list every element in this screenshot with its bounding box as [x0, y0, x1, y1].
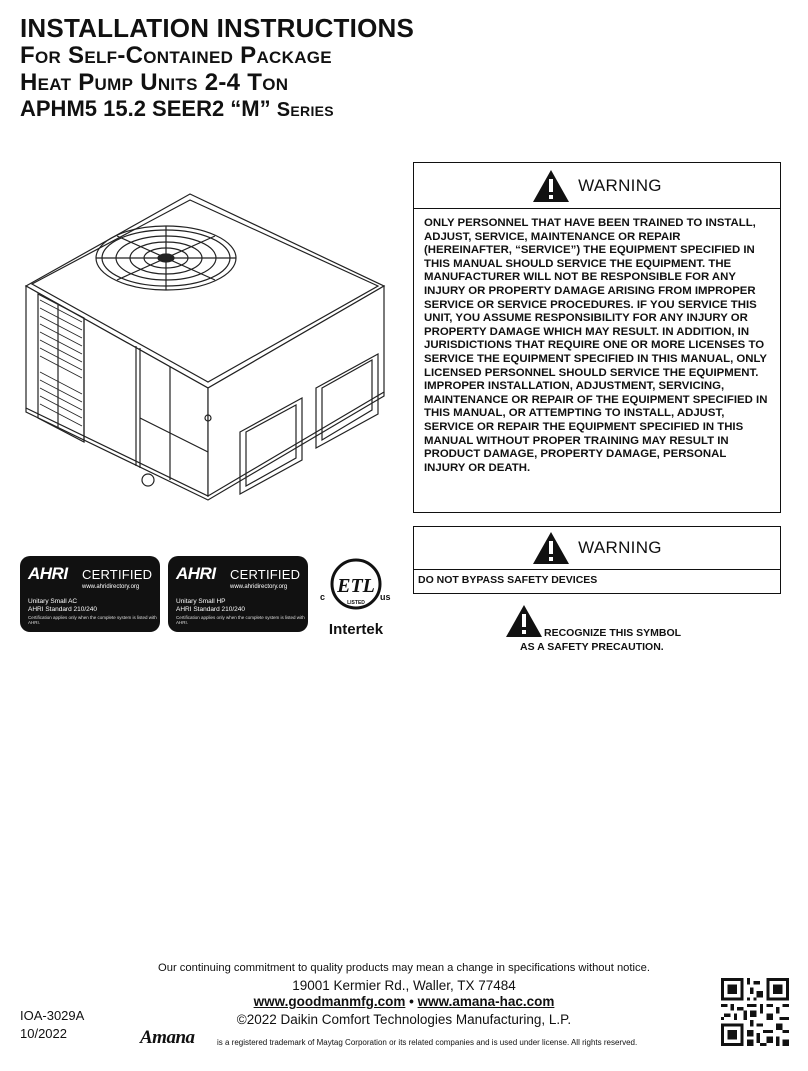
warning-body: ONLY PERSONNEL THAT HAVE BEEN TRAINED TO INSTALL, ADJUST, SERVICE, MAINTENANCE OR REPAIR (HEREINAFTER, “SERVICE”) THE EQUIPMENT SPECIFIED IN THIS MANUAL SHOULD SERVICE THE EQUIPMENT. THE MANUFACTURER WILL NOT BE RESPONSIBLE FOR ANY INJURY OR PROPERTY DAMAGE ARISING FROM IMPROPER SERVICE OR SERVICE PROCEDURES. IF YOU SERVICE THIS UNIT, YOU ASSUME RESPONSIBILITY FOR ANY INJURY OR PROPERTY DAMAGE WHICH MAY RESULT. IN ADDITION, IN JURISDICTIONS THAT REQUIRE ONE OR MORE LICENSES TO SERVICE THE EQUIPMENT SPECIFIED IN THIS MANUAL, ONLY LICENSED PERSONNEL SHOULD SERVICE THE EQUIPMENT. IMPROPER INSTALLATION, ADJUSTMENT, SERVICING, MAINTENANCE OR REPAIR OF THE EQUIPMENT SPECIFIED IN THIS MANUAL, OR ATTEMPTING TO INSTALL, ADJUST, SERVICE OR REPAIR THE EQUIPMENT SPECIFIED IN THIS MANUAL WITHOUT PROPER TRAINING MAY RESULT IN PRODUCT DAMAGE, PROPERTY DAMAGE, PERSONAL INJURY OR DEATH.	[424, 217, 768, 474]
trademark-notice: is a registered trademark of Maytag Corporation or its related companies and is used under license. All rights reserved.	[217, 1038, 638, 1047]
warning-label: WARNING	[578, 538, 662, 557]
warning-header	[414, 163, 780, 209]
package-unit-illustration	[22, 160, 402, 520]
svg-text:c: c	[320, 592, 326, 602]
title-line-2: For Self-Contained Package	[20, 42, 332, 70]
company-address: 19001 Kermier Rd., Waller, TX 77484	[292, 978, 516, 993]
document-id: IOA-3029A 10/2022	[20, 1008, 85, 1041]
ahri-logo: AHRI	[28, 564, 68, 583]
svg-text:us: us	[380, 592, 391, 602]
title-line-3: Heat Pump Units 2-4 Ton	[20, 68, 289, 96]
goodman-link[interactable]: www.goodmanmfg.com	[253, 994, 406, 1009]
amana-link[interactable]: www.amana-hac.com	[417, 994, 555, 1009]
spec-change-notice: Our continuing commitment to quality products may mean a change in specifications without notice.	[158, 962, 650, 974]
title-line-4: APHM5 15.2 SEER2 “M” Series	[20, 95, 334, 121]
warning-label: WARNING	[578, 175, 662, 195]
svg-text:LISTED: LISTED	[347, 600, 365, 606]
warning-triangle-icon	[532, 169, 570, 203]
etl-listed-mark	[318, 556, 394, 636]
website-links: www.goodmanmfg.com • www.amana-hac.com	[253, 994, 555, 1009]
warning-body: DO NOT BYPASS SAFETY DEVICES	[418, 574, 598, 586]
ahri-certified-badge: AHRI CERTIFIED www.ahridirectory.org Unitary Small AC AHRI Standard 210/240 Certification applies only when the complete system is listed with AHRI.	[20, 556, 160, 632]
symbol-note: RECOGNIZE THIS SYMBOL AS A SAFETY PRECAUTION.	[520, 627, 682, 653]
ahri-logo: AHRI	[176, 564, 216, 583]
copyright: ©2022 Daikin Comfort Technologies Manufacturing, L.P.	[236, 1012, 572, 1027]
amana-logo: Amana	[140, 1027, 195, 1048]
title-line-1: INSTALLATION INSTRUCTIONS	[20, 13, 415, 43]
svg-text:ETL: ETL	[337, 575, 375, 597]
intertek-label: Intertek	[328, 621, 384, 638]
document-title	[20, 14, 414, 121]
qr-code[interactable]	[721, 978, 789, 1046]
ahri-certified-badge: AHRI CERTIFIED www.ahridirectory.org Unitary Small HP AHRI Standard 210/240 Certification applies only when the complete system is listed with AHRI.	[168, 556, 308, 632]
warning-header	[414, 527, 780, 570]
warning-box-bypass	[413, 526, 781, 594]
warning-box-main	[413, 162, 781, 513]
warning-triangle-icon	[532, 531, 570, 565]
